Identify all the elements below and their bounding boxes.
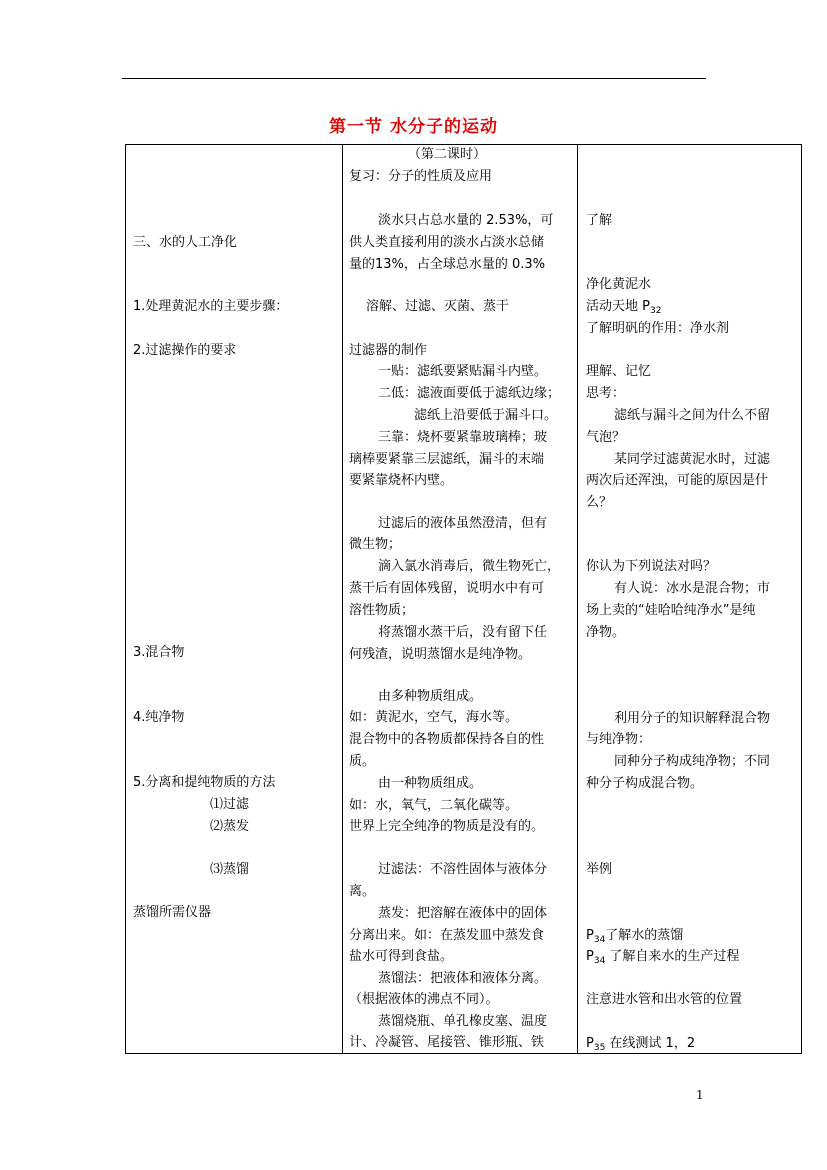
activity-text: 在线测试 1，2 — [605, 1036, 696, 1051]
activity-line: 场上卖的“娃哈哈纯净水”是纯 — [586, 603, 756, 618]
content-line: 质。 — [349, 754, 376, 769]
content-line: 将蒸馏水蒸干后，没有留下任 — [378, 625, 548, 640]
topic-line: ⑴过滤 — [210, 797, 250, 812]
activity-line: 了解明矾的作用：净水剂 — [586, 321, 730, 336]
page-ref-letter: P — [586, 949, 594, 964]
activity-line: 利用分子的知识解释混合物 — [614, 711, 771, 726]
activity-text: 活动天地 P — [586, 299, 650, 314]
header-rule — [122, 78, 706, 79]
content-line: 离。 — [349, 884, 376, 899]
page-ref-subscript: 34 — [593, 935, 606, 945]
activity-line: 同种分子构成纯净物；不同 — [614, 754, 771, 769]
page-ref-subscript: 35 — [593, 1043, 606, 1053]
activity-line: 思考： — [586, 386, 626, 401]
content-line: 过滤法：不溶性固体与液体分 — [378, 862, 548, 877]
activity-line: 注意进水管和出水管的位置 — [586, 992, 743, 1007]
content-line: （根据液体的沸点不同）。 — [349, 992, 499, 1007]
content-line: 溶性物质； — [349, 603, 415, 618]
topic-line: 蒸馏所需仪器 — [133, 905, 212, 920]
page-number: 1 — [696, 1088, 704, 1102]
column-divider-1 — [342, 145, 343, 1053]
content-line: 何残渣，说明蒸馏水是纯净物。 — [349, 647, 532, 662]
content-line: 璃棒要紧靠三层滤纸，漏斗的末端 — [349, 452, 545, 467]
content-line: 微生物； — [349, 537, 402, 552]
content-line: 要紧靠烧杯内壁。 — [349, 473, 454, 488]
topic-line: 2.过滤操作的要求 — [133, 343, 237, 358]
activity-line: 某同学过滤黄泥水时，过滤 — [614, 452, 771, 467]
content-line: 量的13%，占全球总水量的 0.3% — [349, 257, 546, 272]
activity-line: 与纯净物： — [586, 732, 652, 747]
topic-line: 5.分离和提纯物质的方法 — [133, 775, 276, 790]
content-line: （第二课时） — [408, 147, 487, 162]
activity-line: 了解 — [586, 213, 613, 228]
activity-line: 两次后还浑浊，可能的原因是什 — [586, 473, 769, 488]
content-line: 滴入氯水消毒后，微生物死亡， — [378, 559, 561, 574]
activity-line: 你认为下列说法对吗？ — [586, 559, 717, 574]
content-line: 蒸干后有固体残留，说明水中有可 — [349, 581, 545, 596]
content-line: 由多种物质组成。 — [378, 689, 483, 704]
topic-line: 4.纯净物 — [133, 710, 185, 725]
content-line: 滤纸上沿要低于漏斗口。 — [414, 408, 558, 423]
content-line: 过滤后的液体虽然澄清，但有 — [378, 516, 548, 531]
page-ref-subscript: 32 — [649, 306, 662, 316]
activity-line: 举例 — [586, 862, 613, 877]
activity-text: 了解自来水的生产过程 — [605, 949, 740, 964]
activity-line: 理解、记忆 — [586, 364, 652, 379]
topic-line: 3.混合物 — [133, 645, 185, 660]
content-line: 蒸馏法：把液体和液体分离。 — [378, 971, 548, 986]
content-line: 计、冷凝管、尾接管、锥形瓶、铁 — [349, 1035, 545, 1050]
topic-line: ⑵蒸发 — [210, 819, 250, 834]
page-ref-subscript: 34 — [593, 956, 606, 966]
activity-line — [586, 1033, 695, 1054]
activity-line: 净化黄泥水 — [586, 277, 652, 292]
activity-line: 种分子构成混合物。 — [586, 776, 704, 791]
content-line: 过滤器的制作 — [349, 343, 428, 358]
page-ref-letter: P — [586, 928, 594, 943]
topic-line: 三、水的人工净化 — [133, 235, 238, 250]
activity-line — [586, 296, 661, 317]
activity-line — [586, 946, 739, 967]
content-line: 三靠：烧杯要紧靠玻璃棒；玻 — [378, 430, 548, 445]
activity-line: 有人说：冰水是混合物；市 — [614, 581, 771, 596]
content-line: 蒸馏烧瓶、单孔橡皮塞、温度 — [378, 1014, 548, 1029]
content-line: 蒸发：把溶解在液体中的固体 — [378, 906, 548, 921]
content-line: 由一种物质组成。 — [378, 776, 483, 791]
content-line: 世界上完全纯净的物质是没有的。 — [349, 819, 545, 834]
page-ref-letter: P — [586, 1036, 594, 1051]
content-line: 如：水，氧气，二氧化碳等。 — [349, 798, 519, 813]
activity-line: 气泡？ — [586, 430, 626, 445]
activity-line: 么？ — [586, 495, 613, 510]
content-line: 一贴：滤纸要紧贴漏斗内壁。 — [378, 364, 548, 379]
activity-line — [586, 925, 683, 946]
content-line: 如：黄泥水，空气，海水等。 — [349, 710, 519, 725]
content-line: 混合物中的各物质都保持各自的性 — [349, 732, 545, 747]
topic-line: ⑶蒸馏 — [210, 862, 250, 877]
activity-line: 净物。 — [586, 625, 626, 640]
content-line: 二低：滤液面要低于滤纸边缘； — [378, 386, 561, 401]
content-line: 分离出来。如：在蒸发皿中蒸发食 — [349, 928, 545, 943]
content-line: 淡水只占总水量的 2.53%，可 — [378, 213, 554, 228]
content-line: 复习：分子的性质及应用 — [349, 169, 493, 184]
activity-text: 了解水的蒸馏 — [605, 928, 684, 943]
page-title: 第一节 水分子的运动 — [329, 117, 498, 137]
content-line: 供人类直接利用的淡水占淡水总储 — [349, 235, 545, 250]
column-divider-2 — [577, 145, 578, 1053]
content-line: 盐水可得到食盐。 — [349, 949, 454, 964]
topic-line: 1.处理黄泥水的主要步骤： — [133, 299, 289, 314]
activity-line: 滤纸与漏斗之间为什么不留 — [614, 408, 771, 423]
content-line: 溶解、过滤、灭菌、蒸干 — [366, 299, 510, 314]
